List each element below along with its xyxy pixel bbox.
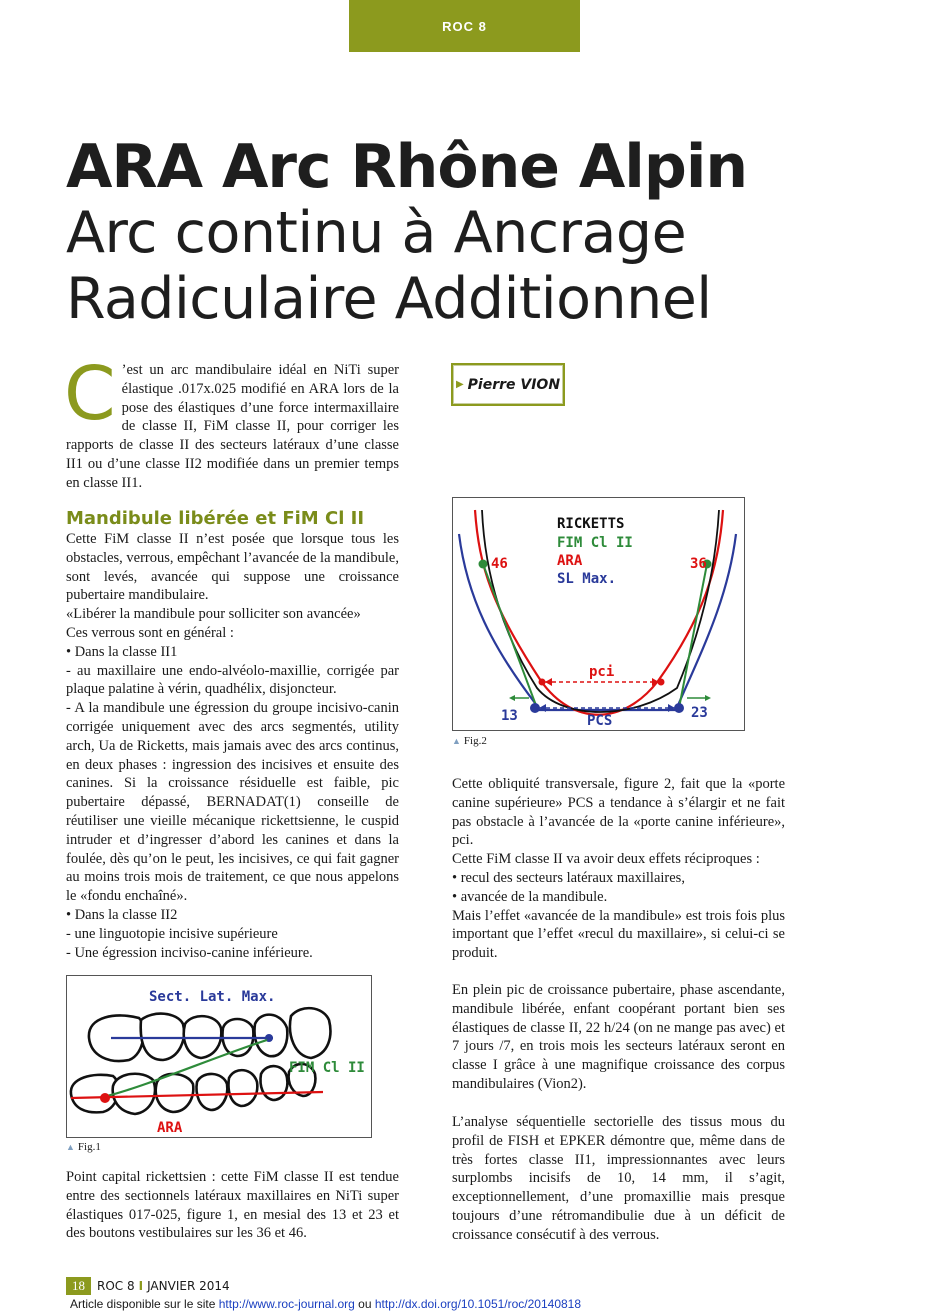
label-sect-lat-max: Sect. Lat. Max. [149, 989, 276, 1005]
journal-name: ROC 8 [97, 1279, 135, 1293]
caption-text: Fig.2 [463, 735, 487, 747]
intro-paragraph [64, 351, 399, 493]
teeth-diagram [67, 976, 371, 1137]
paragraph: • Dans la classe II2 [66, 906, 178, 923]
paragraph: - une linguotopie incisive supérieure [66, 925, 278, 942]
label-fim: FIM Cl II [289, 1060, 365, 1076]
figure-2 [452, 497, 745, 731]
legend-slmax: SL Max. [557, 571, 617, 587]
doi-link[interactable]: http://dx.doi.org/10.1051/roc/20140818 [374, 1297, 582, 1311]
page-number: 18 [66, 1277, 91, 1295]
caption-text: Fig.1 [77, 1141, 101, 1153]
label-pci: pci [589, 664, 615, 680]
paragraph: «Libérer la mandibule pour solliciter son avancée» [66, 606, 361, 623]
paragraph: - A la mandibule une égression du groupe incisivo-canin corrigée uniquement avec des arcs segmentés, utility arch, Ua de Ricketts, mais jamais avec des arcs continus, en deux phases : ingression des incisives et ensuite des canines. Si la croissance résiduelle est faible, pic pubertaire dépassé, BERNADAT(1) conseille de réutiliser une vieille mécanique rickettsienne, le cuspid intruder et d’ingresser d’abord les canines et dans la foulée, dès qu’on le peut, les incisives, ce qui fait gagner au moins trois mois de traitement, ce que nous appelons le «fondu enchaîné». [66, 700, 399, 905]
paragraph: Cette FiM classe II n’est posée que lorsque tous les obstacles, verrous, empêchant l’avancée de la mandibule, sont levés, avancée qui suppose une croissance pubertaire mandibulaire. [66, 531, 399, 604]
figure-1-caption [66, 1141, 101, 1153]
label-13: 13 [501, 708, 518, 724]
paragraph: Mais l’effet «avancée de la mandibule» est trois fois plus important que l’effet «recul du maxillaire», si celui-ci se produit. [452, 907, 785, 962]
source-or: ou [358, 1297, 372, 1311]
column-2-block-b: En plein pic de croissance pubertaire, phase ascendante, mandibule libérée, enfant coopérant portant bien ses élastiques de classe II, 22 h/24 (on ne mange pas avec) et 7 jours /7, en trois mois les secteurs latéraux seront en classe I grâce à une magnifique croissance des corpus mandibulaires (Vion2). [452, 982, 785, 1092]
figure-1 [66, 975, 372, 1138]
label-46: 46 [491, 556, 508, 572]
column-2-block-a [452, 775, 785, 963]
paragraph: Cette obliquité transversale, figure 2, fait que la «porte canine supérieure» PCS a tendance à s’élargir et ne fait pas obstacle à l’avancée de la «porte canine inférieure», pci. [452, 776, 785, 849]
title-line-2: Arc continu à Ancrage [66, 200, 687, 266]
section-heading: Mandibule libérée et FiM Cl II [66, 508, 365, 529]
legend-ara: ARA [557, 553, 583, 569]
label-ara: ARA [157, 1120, 183, 1136]
paragraph: • recul des secteurs latéraux maxillaires, [452, 869, 685, 886]
source-prefix: Article disponible sur le site [70, 1297, 216, 1311]
legend-fim: FIM Cl II [557, 535, 633, 551]
paragraph: - Une égression inciviso-canine inférieure. [66, 944, 313, 961]
issue-date: JANVIER 2014 [147, 1279, 230, 1293]
section-body [66, 530, 399, 962]
paragraph: • avancée de la mandibule. [452, 888, 608, 905]
label-23: 23 [691, 705, 708, 721]
column-2-block-c: L’analyse séquentielle sectorielle des tissus mous du profil de FISH et EPKER démontre que, même dans de très fortes classe II1, impressionnantes avec leurs surplombs incisifs de 10, 14 mm, il s’agit, exceptionnellement, d’une promaxillie mais presque toujours d’une rétromandibulie due à un déficit de croissance consécutif à des verrous. [452, 1114, 785, 1243]
page-footer [66, 1277, 230, 1295]
legend-ricketts: RICKETTS [557, 516, 625, 532]
paragraph-col1-bottom: Point capital rickettsien : cette FiM classe II est tendue entre des sectionnels latéraux maxillaires en NiTi super élastiques 017-025, figure 1, en mesial des 13 et 23 et des boutons vestibulaires sur les 36 et 46. [66, 1169, 399, 1242]
journal-link[interactable]: http://www.roc-journal.org [218, 1297, 355, 1311]
label-36: 36 [690, 556, 707, 572]
triangle-icon: ▲ [66, 1142, 75, 1152]
paragraph: - au maxillaire une endo-alvéolo-maxillie, corrigée par plaque palatine à vérin, quadhélix, disjoncteur. [66, 662, 399, 698]
drop-cap: C [64, 351, 116, 437]
title-line-1: ARA Arc Rhône Alpin [66, 132, 748, 202]
figure-2-caption [452, 735, 487, 747]
author-box [451, 363, 565, 406]
triangle-icon: ▶ [455, 379, 464, 390]
label-pcs: PCS [587, 713, 613, 729]
footer-separator: I [138, 1279, 144, 1293]
header-tab: ROC 8 [349, 0, 580, 52]
paragraph: Cette FiM classe II va avoir deux effets réciproques : [452, 851, 760, 868]
source-line [70, 1297, 581, 1311]
triangle-icon: ▲ [452, 736, 461, 746]
paragraph: • Dans la classe II1 [66, 643, 178, 660]
author-name: Pierre VION [467, 376, 561, 393]
title-line-3: Radiculaire Additionnel [66, 266, 712, 332]
arch-diagram [453, 498, 744, 730]
paragraph: Ces verrous sont en général : [66, 624, 234, 641]
intro-text: ’est un arc mandibulaire idéal en NiTi super élastique .017x.025 modifié en ARA lors de la pose des élastiques d’une force intermaxillaire de classe II, FiM classe II, pour corriger les rapports de classe II des secteurs latéraux d’une classe II1 ou d’une classe II2 modifiée dans un premier temps en classe II1. [66, 362, 399, 491]
